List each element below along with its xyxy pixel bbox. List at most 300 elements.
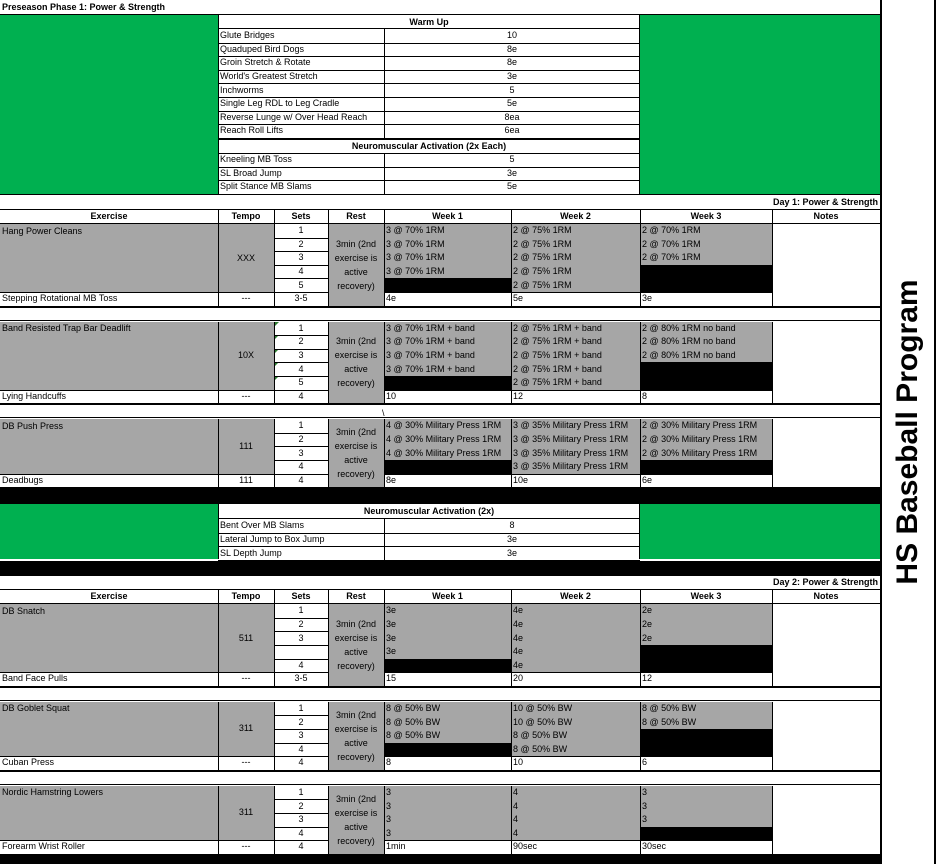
week-value — [384, 827, 511, 841]
warmup-title-label: Warm Up — [409, 16, 449, 27]
accessory-week1 — [384, 756, 511, 770]
neuro2-reps-label: 8 — [509, 520, 515, 531]
accessory-sets — [274, 292, 328, 306]
week-value — [511, 729, 640, 743]
set-number-label: 2 — [298, 716, 304, 727]
grid-line-h — [0, 700, 880, 701]
accessory-week2-label: 10e — [513, 474, 529, 485]
warmup-exercise-label: Reverse Lunge w/ Over Head Reach — [220, 111, 368, 122]
set-number-label: 2 — [298, 800, 304, 811]
week-value — [384, 251, 511, 265]
week-value — [640, 786, 772, 800]
week-value-label: 4 @ 30% Military Press 1RM — [386, 420, 502, 431]
rest-line: exercise is — [334, 441, 378, 452]
neuro-exercise-label: SL Broad Jump — [220, 167, 282, 178]
week-value-label: 2e — [642, 619, 653, 630]
neuro-reps-label: 5 — [509, 154, 515, 165]
accessory-week2 — [511, 840, 640, 854]
exercise-name — [0, 419, 218, 433]
warmup-reps-label: 10 — [506, 30, 517, 41]
grid-line-v — [772, 419, 773, 487]
set-number-label: 3 — [298, 632, 304, 643]
set-number-label: 4 — [298, 827, 304, 838]
warmup-reps — [384, 124, 640, 138]
neuro2-reps-label: 3e — [506, 547, 517, 558]
grid-line-v — [640, 210, 641, 223]
green-fill-left — [0, 504, 218, 559]
week-value — [511, 659, 640, 673]
week-value — [384, 446, 511, 460]
set-number-label: 5 — [298, 377, 304, 388]
accessory-week1-label: 10 — [386, 390, 397, 401]
exercise-name-label: Nordic Hamstring Lowers — [2, 787, 104, 798]
grid-line-h — [0, 770, 880, 772]
week-value-label: 2 @ 75% 1RM — [513, 279, 572, 290]
week-value-label: 3 @ 70% 1RM + band — [386, 336, 475, 347]
neuro2-reps — [384, 546, 640, 560]
neuro-exercise — [218, 180, 384, 194]
accessory-exercise-label: Band Face Pulls — [2, 673, 68, 684]
week-value-label: 8 @ 50% BW — [513, 743, 568, 754]
week-value — [640, 433, 772, 447]
warmup-exercise — [218, 111, 384, 125]
week-value-label: 3e — [386, 619, 397, 630]
warmup-exercise-label: Inchworms — [220, 84, 264, 95]
week-value — [511, 786, 640, 800]
week-value — [640, 813, 772, 827]
week-value-label: 2 @ 75% 1RM + band — [513, 336, 602, 347]
grid-line-h — [0, 417, 880, 418]
week-value-label: 3 — [386, 827, 392, 838]
header-tempo — [218, 210, 274, 223]
set-number — [274, 460, 328, 474]
accessory-exercise-label: Deadbugs — [2, 474, 44, 485]
grid-line-v — [274, 210, 275, 223]
week-value-label: 2 @ 70% 1RM — [642, 238, 701, 249]
week-value — [640, 715, 772, 729]
tempo-value — [218, 702, 274, 756]
exercise-name — [0, 322, 218, 336]
accessory-week3-label: 3e — [642, 293, 653, 304]
grid-line-v — [328, 210, 329, 223]
program-sidebar — [880, 0, 936, 864]
week-value — [511, 433, 640, 447]
week-value — [640, 335, 772, 349]
week-value-label: 3 @ 35% Military Press 1RM — [513, 434, 629, 445]
set-number — [274, 743, 328, 757]
warmup-exercise-label: Glute Bridges — [220, 30, 275, 41]
week-value-label: 2 @ 75% 1RM + band — [513, 350, 602, 361]
warmup-reps-label: 5 — [509, 84, 515, 95]
accessory-exercise — [0, 292, 218, 306]
header-week-2 — [511, 590, 640, 603]
warmup-exercise — [218, 43, 384, 57]
week-value-label: 2 @ 80% 1RM no band — [642, 350, 736, 361]
rest-line: active — [344, 821, 368, 832]
warmup-exercise-label: Quaduped Bird Dogs — [220, 43, 305, 54]
neuro-reps-label: 5e — [506, 181, 517, 192]
week-cell — [640, 362, 772, 376]
warmup-exercise — [218, 29, 384, 43]
rest-line: recovery) — [337, 469, 375, 480]
tempo-value-label: 111 — [239, 440, 253, 451]
accessory-exercise — [0, 756, 218, 770]
week-value-label: 3 @ 35% Military Press 1RM — [513, 420, 629, 431]
grid-line-v — [328, 224, 329, 306]
grid-line-v — [772, 210, 773, 223]
week-value-label: 2e — [642, 605, 653, 616]
accessory-week2 — [511, 390, 640, 404]
rest-line: active — [344, 646, 368, 657]
week-value-label: 2 @ 75% 1RM — [513, 266, 572, 277]
warmup-reps — [384, 111, 640, 125]
accessory-sets-label: 3-5 — [294, 293, 308, 304]
grid-line-v — [384, 153, 385, 194]
rest-line: exercise is — [334, 723, 378, 734]
rest-line: exercise is — [334, 632, 378, 643]
set-number-label: 1 — [298, 420, 304, 431]
week-value — [384, 645, 511, 659]
rest-line: 3min (2nd — [335, 336, 377, 347]
phase-title — [0, 0, 400, 14]
rest-line: exercise is — [334, 252, 378, 263]
accessory-sets — [274, 756, 328, 770]
header-week-3-label: Week 3 — [690, 591, 722, 602]
warmup-exercise — [218, 83, 384, 97]
week-value — [511, 419, 640, 433]
week-value-label: 3 @ 70% 1RM — [386, 238, 445, 249]
week-value-label: 2 @ 75% 1RM + band — [513, 322, 602, 333]
header-sets — [274, 590, 328, 603]
week-value-label: 2 @ 70% 1RM — [642, 225, 701, 236]
accessory-tempo — [218, 390, 274, 404]
grid-line-v — [384, 210, 385, 223]
warmup-exercise — [218, 70, 384, 84]
week-value-label: 8 @ 50% BW — [386, 730, 441, 741]
neuro2-exercise-label: SL Depth Jump — [220, 547, 282, 558]
week-value-label: 4 @ 30% Military Press 1RM — [386, 447, 502, 458]
accessory-tempo — [218, 672, 274, 686]
week-value — [384, 729, 511, 743]
header-week-3 — [640, 210, 772, 223]
grid-line-v — [772, 224, 773, 306]
grid-line-v — [772, 590, 773, 603]
week-value-label: 8 @ 50% BW — [513, 730, 568, 741]
section-divider — [0, 489, 880, 504]
warmup-reps-label: 3e — [506, 71, 517, 82]
warmup-reps — [384, 97, 640, 111]
header-tempo — [218, 590, 274, 603]
tempo-value — [218, 604, 274, 672]
neuro2-title-label: Neuromuscular Activation (2x) — [363, 505, 495, 516]
header-notes — [772, 590, 880, 603]
header-week-2 — [511, 210, 640, 223]
header-week-3-label: Week 3 — [690, 211, 722, 221]
header-notes — [772, 210, 880, 223]
tempo-value-label: 511 — [238, 632, 254, 643]
set-number — [274, 827, 328, 841]
accessory-exercise — [0, 672, 218, 686]
grid-line-v — [511, 210, 512, 223]
rest-line: 3min (2nd — [335, 238, 377, 249]
week-cell — [640, 460, 772, 474]
neuro-reps — [384, 167, 640, 181]
accessory-week1-label: 4e — [386, 293, 397, 304]
week-value-label: 4 — [513, 800, 519, 811]
grid-line-v — [511, 590, 512, 603]
week-value-label: 4e — [513, 605, 524, 616]
header-exercise — [0, 590, 218, 603]
set-number-label: 3 — [298, 350, 304, 361]
warmup-exercise-label: Groin Stretch & Rotate — [220, 57, 311, 68]
set-number — [274, 322, 328, 336]
header-week-1-label: Week 1 — [432, 211, 463, 221]
week-value-label: 10 @ 50% BW — [513, 703, 573, 714]
accessory-tempo — [218, 292, 274, 306]
week-value-label: 4e — [513, 659, 524, 670]
set-number-label: 4 — [298, 461, 304, 472]
header-week-2-label: Week 2 — [560, 211, 591, 221]
week-value — [384, 335, 511, 349]
set-number-label: 2 — [298, 238, 304, 249]
week-cell — [640, 729, 772, 743]
accessory-sets — [274, 474, 328, 488]
week-value — [640, 349, 772, 363]
accessory-week2-label: 5e — [513, 293, 524, 304]
set-number — [274, 446, 328, 460]
exercise-name — [0, 702, 218, 716]
neuro-reps-label: 3e — [506, 167, 517, 178]
header-week-3 — [640, 590, 772, 603]
accessory-tempo-label: --- — [241, 293, 251, 304]
accessory-sets-label: 4 — [298, 841, 304, 852]
week-value-label: 3 @ 70% 1RM — [386, 225, 445, 236]
neuro-exercise-label: Kneeling MB Toss — [220, 154, 292, 165]
header-exercise-label: Exercise — [90, 591, 128, 602]
neuro2-title — [218, 504, 640, 518]
rest-line: active — [344, 364, 368, 375]
week-value-label: 3 @ 35% Military Press 1RM — [513, 461, 629, 472]
accessory-tempo-label: 111 — [239, 474, 253, 485]
rest-text — [328, 786, 384, 854]
accessory-tempo — [218, 756, 274, 770]
tempo-value — [218, 786, 274, 840]
header-sets-label: Sets — [291, 211, 311, 221]
day-label — [600, 576, 878, 589]
accessory-tempo — [218, 474, 274, 488]
week-value — [640, 702, 772, 716]
week-cell — [384, 659, 511, 673]
accessory-week3 — [640, 756, 772, 770]
grid-line-v — [772, 322, 773, 404]
header-rest — [328, 210, 384, 223]
set-number — [274, 618, 328, 632]
exercise-name — [0, 224, 218, 238]
week-value — [384, 265, 511, 279]
week-value — [640, 251, 772, 265]
accessory-week3-label: 12 — [642, 673, 653, 684]
accessory-week3 — [640, 292, 772, 306]
week-cell — [640, 743, 772, 757]
tempo-value-label: 10X — [237, 350, 254, 361]
accessory-week1 — [384, 840, 511, 854]
day-label — [600, 196, 878, 209]
week-value — [640, 604, 772, 618]
header-notes-label: Notes — [813, 211, 839, 221]
week-value — [511, 362, 640, 376]
set-number — [274, 715, 328, 729]
accessory-week2 — [511, 474, 640, 488]
grid-line-v — [328, 786, 329, 854]
week-value-label: 3 @ 70% 1RM + band — [386, 350, 475, 361]
rest-text — [328, 224, 384, 306]
accessory-week3 — [640, 672, 772, 686]
accessory-week1 — [384, 390, 511, 404]
accessory-week2 — [511, 672, 640, 686]
header-notes-label: Notes — [813, 591, 839, 602]
rest-line: recovery) — [337, 751, 375, 762]
set-number-label: 1 — [298, 225, 304, 236]
set-number — [274, 702, 328, 716]
rest-line: 3min (2nd — [335, 709, 377, 720]
week-value-label: 3 — [642, 814, 648, 825]
grid-line-v — [328, 702, 329, 770]
warmup-reps-label: 8ea — [504, 111, 520, 122]
week-value — [511, 238, 640, 252]
warmup-reps — [384, 70, 640, 84]
grid-line-v — [328, 590, 329, 603]
header-exercise-label: Exercise — [90, 211, 128, 221]
accessory-week3-label: 6e — [642, 474, 653, 485]
warmup-exercise — [218, 97, 384, 111]
accessory-week1 — [384, 672, 511, 686]
accessory-week2-label: 20 — [513, 673, 524, 684]
grid-line-v — [218, 210, 219, 223]
week-cell — [640, 645, 772, 659]
week-value-label: 2e — [642, 632, 653, 643]
week-value-label: 3 — [642, 800, 648, 811]
week-value-label: 4 — [513, 827, 519, 838]
accessory-tempo-label: --- — [241, 841, 251, 852]
header-exercise — [0, 210, 218, 223]
accessory-exercise — [0, 390, 218, 404]
grid-line-h — [0, 306, 880, 308]
exercise-name-label: Band Resisted Trap Bar Deadlift — [2, 323, 131, 334]
week-value — [384, 618, 511, 632]
neuro2-reps — [384, 519, 640, 533]
week-value-label: 4e — [513, 632, 524, 643]
accessory-exercise — [0, 474, 218, 488]
exercise-name-label: Hang Power Cleans — [2, 225, 83, 236]
accessory-week1-label: 8e — [386, 474, 397, 485]
accessory-week3 — [640, 390, 772, 404]
accessory-week1 — [384, 474, 511, 488]
set-number-label: 2 — [298, 336, 304, 347]
rest-line: active — [344, 266, 368, 277]
accessory-week1-label: 1min — [386, 841, 406, 852]
week-value — [384, 322, 511, 336]
header-sets-label: Sets — [291, 591, 311, 602]
warmup-reps-label: 6ea — [504, 125, 520, 136]
tempo-value — [218, 419, 274, 473]
week-value-label: 4 @ 30% Military Press 1RM — [386, 434, 502, 445]
week-value — [640, 446, 772, 460]
stray-mark — [380, 407, 390, 419]
week-value — [384, 799, 511, 813]
day-label-label: Day 2: Power & Strength — [772, 577, 878, 588]
week-value — [640, 631, 772, 645]
neuro2-exercise-label: Bent Over MB Slams — [220, 520, 305, 531]
accessory-sets-label: 4 — [298, 757, 304, 768]
week-value — [384, 349, 511, 363]
accessory-sets-label: 4 — [298, 474, 304, 485]
grid-line-v — [772, 786, 773, 854]
set-number — [274, 813, 328, 827]
accessory-week2-label: 10 — [513, 757, 524, 768]
rest-line: recovery) — [337, 660, 375, 671]
tempo-value — [218, 224, 274, 292]
exercise-name-label: DB Snatch — [2, 605, 46, 616]
week-value-label: 8 @ 50% BW — [386, 716, 441, 727]
set-number — [274, 376, 328, 390]
rest-text — [328, 604, 384, 686]
warmup-title — [218, 15, 640, 29]
set-number — [274, 786, 328, 800]
set-number — [274, 419, 328, 433]
week-cell — [640, 659, 772, 673]
header-tempo-label: Tempo — [231, 591, 261, 602]
green-fill-left — [0, 15, 218, 195]
day-label-label: Day 1: Power & Strength — [772, 197, 878, 207]
week-value-label: 3 @ 70% 1RM + band — [386, 363, 475, 374]
week-value-label: 4e — [513, 646, 524, 657]
week-value-label: 3 — [642, 787, 648, 798]
grid-line-h — [0, 403, 880, 405]
set-number-label: 3 — [298, 730, 304, 741]
neuro2-exercise-label: Lateral Jump to Box Jump — [220, 534, 325, 545]
week-value-label: 3e — [386, 605, 397, 616]
header-rest-label: Rest — [346, 591, 366, 602]
week-value — [384, 224, 511, 238]
set-number — [274, 335, 328, 349]
rest-text — [328, 322, 384, 404]
grid-line-v — [384, 29, 385, 139]
neuro-exercise-label: Split Stance MB Slams — [220, 181, 312, 192]
neuro-exercise — [218, 167, 384, 181]
set-number-label: 2 — [298, 434, 304, 445]
grid-line-v — [328, 419, 329, 487]
accessory-tempo-label: --- — [241, 757, 251, 768]
rest-line: recovery) — [337, 280, 375, 291]
accessory-tempo-label: --- — [241, 390, 251, 401]
week-value — [640, 238, 772, 252]
week-cell — [384, 278, 511, 292]
grid-line-h — [0, 194, 880, 195]
tempo-value-label: 311 — [238, 723, 254, 734]
neuro2-reps — [384, 533, 640, 547]
week-value — [384, 631, 511, 645]
set-number-label: 3 — [298, 447, 304, 458]
header-sets — [274, 210, 328, 223]
week-value — [384, 702, 511, 716]
exercise-name — [0, 786, 218, 800]
set-number-label: 4 — [298, 363, 304, 374]
week-value-label: 3 — [386, 800, 392, 811]
rest-line: recovery) — [337, 835, 375, 846]
week-value — [511, 322, 640, 336]
week-value-label: 2 @ 75% 1RM + band — [513, 377, 602, 388]
warmup-exercise-label: Single Leg RDL to Leg Cradle — [220, 98, 340, 109]
